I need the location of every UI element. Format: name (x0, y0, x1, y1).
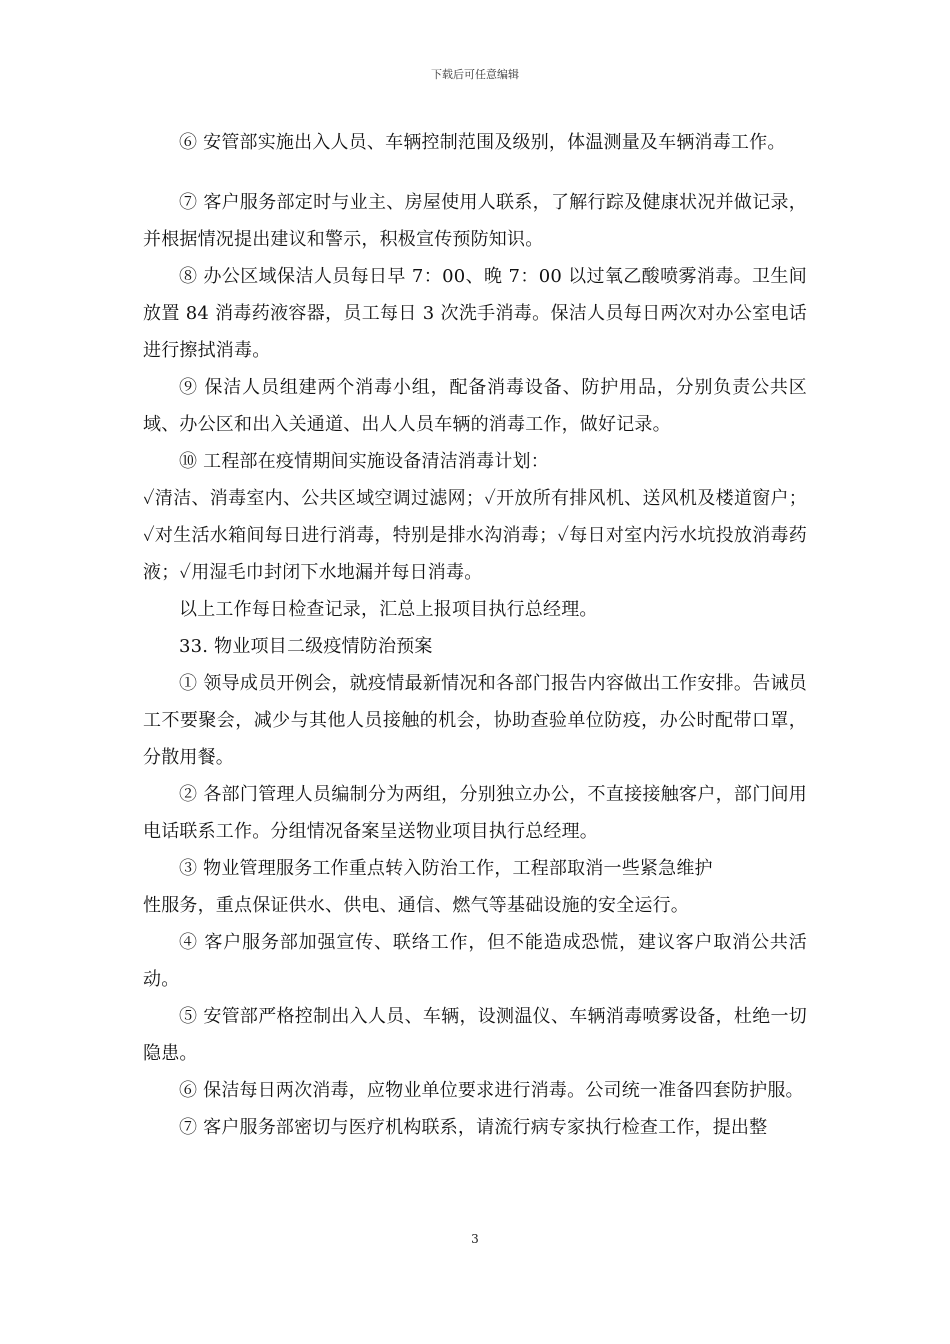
paragraph: ③ 物业管理服务工作重点转入防治工作，工程部取消一些紧急维护 (179, 858, 713, 879)
paragraph: ⑦ 客户服务部密切与医疗机构联系，请流行病专家执行检查工作，提出整 (179, 1117, 768, 1138)
checklist-paragraph: ✓清洁、消毒室内、公共区域空调过滤网；✓开放所有排风机、送风机及楼道窗户；✓对生活水箱间每日进行消毒，特别是排水沟消毒；✓每日对室内污水坑投放消毒药液；✓用湿毛巾封闭下水地漏并每日消毒。 (143, 488, 807, 583)
paragraph: ⑥ 保洁每日两次消毒，应物业单位要求进行消毒。公司统一准备四套防护服。 (179, 1080, 804, 1101)
paragraph: ⑦ 客户服务部定时与业主、房屋使用人联系，了解行踪及健康状况并做记录，并根据情况提出建议和警示，积极宣传预防知识。 (143, 192, 807, 250)
page-number: 3 (471, 1232, 479, 1246)
section-heading: 33. 物业项目二级疫情防治预案 (179, 636, 433, 657)
paragraph-continuation: 性服务，重点保证供水、供电、通信、燃气等基础设施的安全运行。 (143, 895, 689, 916)
paragraph: ② 各部门管理人员编制分为两组，分别独立办公，不直接接触客户，部门间用电话联系工作。分组情况备案呈送物业项目执行总经理。 (143, 784, 807, 842)
paragraph: 以上工作每日检查记录，汇总上报项目执行总经理。 (179, 599, 598, 620)
paragraph: ① 领导成员开例会，就疫情最新情况和各部门报告内容做出工作安排。告诫员工不要聚会，减少与其他人员接触的机会，协助查验单位防疫，办公时配带口罩，分散用餐。 (143, 673, 807, 768)
paragraph: ④ 客户服务部加强宣传、联络工作，但不能造成恐慌，建议客户取消公共活动。 (143, 932, 807, 990)
paragraph: ⑧ 办公区域保洁人员每日早 7：00、晚 7：00 以过氧乙酸喷雾消毒。卫生间放置 84 消毒药液容器，员工每日 3 次洗手消毒。保洁人员每日两次对办公室电话进行擦拭消毒。 (143, 266, 807, 361)
page-header: 下载后可任意编辑 (431, 68, 519, 81)
paragraph: ⑩ 工程部在疫情期间实施设备清洁消毒计划： (179, 451, 549, 472)
paragraph: ⑤ 安管部严格控制出入人员、车辆，设测温仪、车辆消毒喷雾设备，杜绝一切隐患。 (143, 1006, 807, 1064)
paragraph: ⑨ 保洁人员组建两个消毒小组，配备消毒设备、防护用品，分别负责公共区域、办公区和出入关通道、出人人员车辆的消毒工作，做好记录。 (143, 377, 807, 435)
document-body (143, 124, 807, 1146)
paragraph: ⑥ 安管部实施出入人员、车辆控制范围及级别，体温测量及车辆消毒工作。 (179, 132, 786, 153)
paragraph-gap (143, 161, 807, 184)
